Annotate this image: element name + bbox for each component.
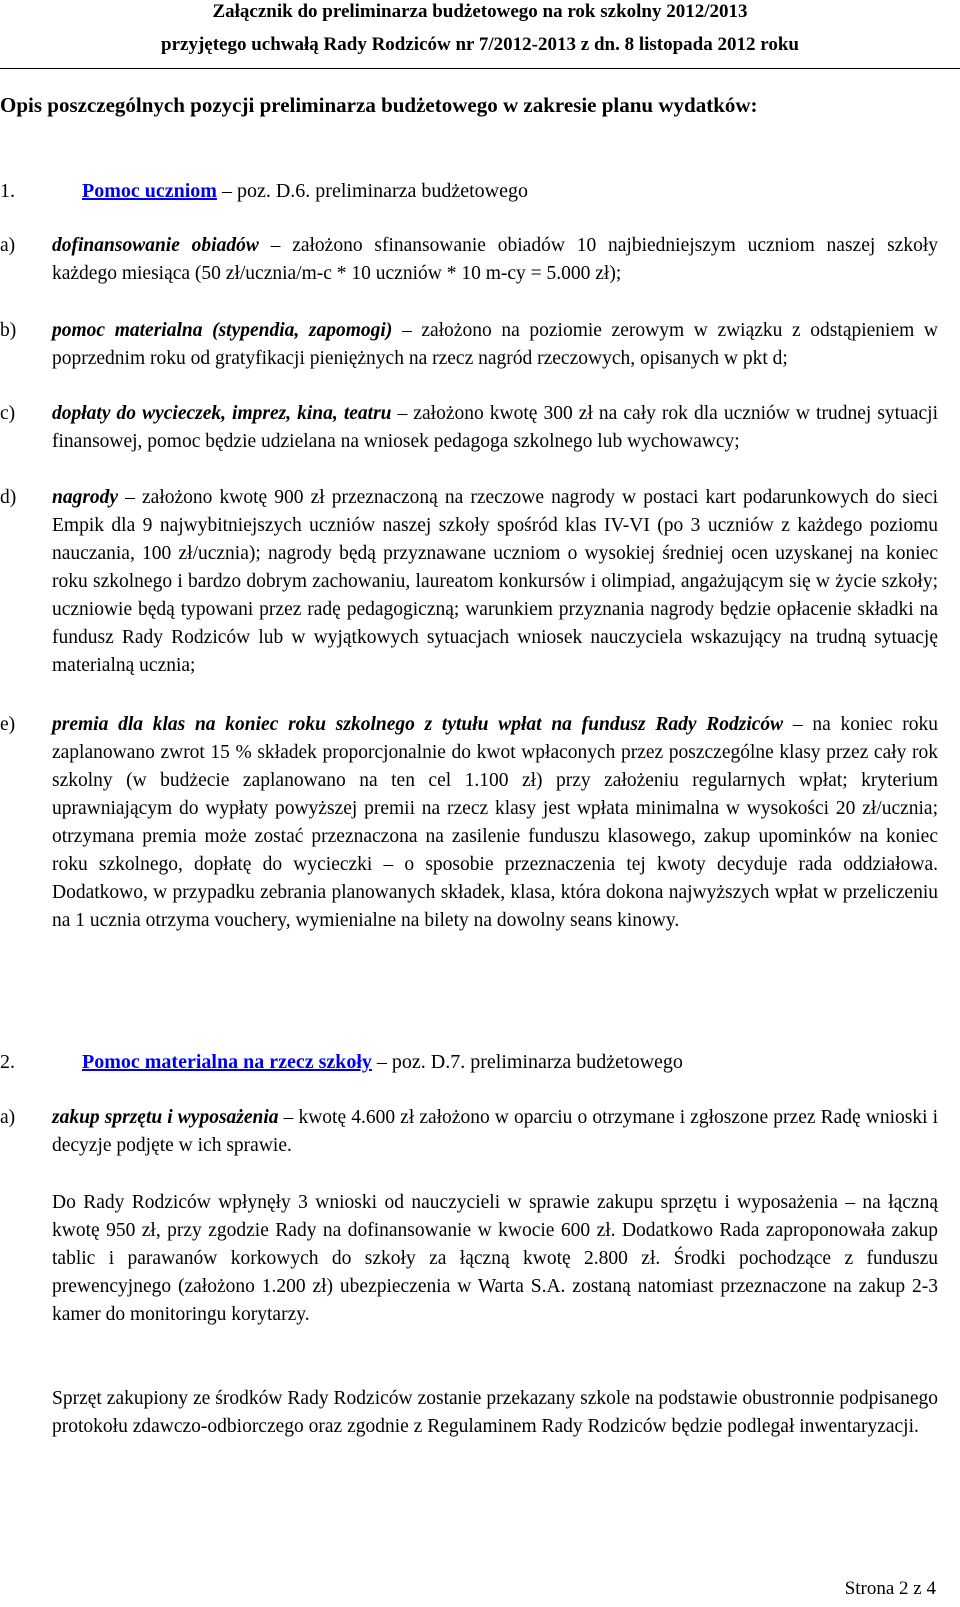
item-text	[52, 1104, 938, 1160]
paragraph-inventory: Sprzęt zakupiony ze środków Rady Rodziców zostanie przekazany szkole na podstawie obustronnie podpisanego protokołu zdawczo-odbiorczego oraz zgodnie z Regulaminem Rady Rodziców będzie podlegał inwentaryzacji.	[52, 1388, 938, 1437]
header-line-1: Załącznik do preliminarza budżetowego na rok szkolny 2012/2013	[212, 1, 748, 22]
item-description: – założono sfinansowanie obiadów 10 najbiedniejszym uczniom naszej szkoły każdego miesiąca (50 zł/uczniа/m-c * 10 uczniów * 10 m-cy = 5.000 zł);	[52, 235, 938, 284]
item-label: a)	[0, 235, 16, 256]
section-1-body	[82, 178, 528, 204]
item-description: – założono kwotę 900 zł przeznaczoną na rzeczowe nagrody w postaci kart podarunkowych do sieci Empik dla 9 najwybitniejszych uczniów naszej szkoły spośród klas IV-VI (po 3 uczniów z każdego poziomu nauczania, 100 zł/ucznia); nagrody będą przyznawane uczniom o wysokiej średniej ocen uzyskanej na koniec roku szkolnego i bardzo dobrym zachowaniu, laureatom konkursów i olimpiad, angażującym się w życie szkoły; uczniowie będą typowani przez radę pedagogiczną; warunkiem przyznania nagrody będzie opłacenie składki na fundusz Rady Rodziców lub w wyjątkowych sytuacjach wniosek nauczyciela wskazujący na trudną sytuację materialną ucznia;	[52, 487, 938, 676]
paragraph-requests: Do Rady Rodziców wpłynęły 3 wnioski od nauczycieli w sprawie zakupu sprzętu i wyposażenia – na łączną kwotę 950 zł, przy zgodzie Rady na dofinansowanie w kwocie 600 zł. Dodatkowo Rada zaproponowała zakup tablic i parawanów korkowych do szkoły za łączną kwotę 2.800 zł. Środki pochodzące z funduszu prewencyjnego (założono 1.200 zł) ubezpieczenia w Warta S.A. zostaną natomiast przeznaczone na zakup 2-3 kamer do monitoringu korytarzy.	[52, 1192, 938, 1325]
list-item-1c	[0, 400, 960, 456]
section-2-number: 2.	[0, 1051, 15, 1073]
item-description: – założono na poziomie zerowym w związku z odstąpieniem w poprzednim roku od gratyfikacji pieniężnych na rzecz nagród rzeczowych, opisanych w pkt d;	[52, 320, 938, 369]
section-2-body	[82, 1049, 683, 1075]
list-item-1d	[0, 484, 960, 680]
item-keyword: dopłaty do wycieczek, imprez, kina, teatru	[52, 403, 392, 424]
item-text	[52, 484, 938, 680]
item-label: c)	[0, 403, 16, 424]
list-item-2a	[0, 1104, 960, 1160]
item-keyword: premia dla klas na koniec roku szkolnego z tytułu wpłat na fundusz Rady Rodziców	[52, 714, 784, 735]
list-item-1e	[0, 711, 960, 935]
item-description: – na koniec roku zaplanowano zwrot 15 % składek proporcjonalnie do kwot wpłaconych przez poszczególne klasy przez cały rok szkolny (w budżecie zaplanowano na ten cel 1.100 zł) przy założeniu regularnych wpłat; kryterium uprawniającym do wypłaty powyższej premii na rzecz klasy jest wpłata minimalna w wysokości 20 zł/ucznia; otrzymana premia może zostać przeznaczona na zasilenie funduszu klasowego, zakup upominków na koniec roku szkolnego, dopłatę do wycieczki – o sposobie przeznaczenia tej kwoty decyduje rada oddziałowa. Dodatkowo, w przypadku zebrania planowanych składek, klasa, która dokona najwyższych wpłat w przeliczeniu na 1 ucznia otrzyma vouchery, wymienialne na bilety na dowolny seans kinowy.	[52, 714, 938, 931]
section-1-link[interactable]: Pomoc uczniom	[82, 180, 217, 202]
item-label: d)	[0, 487, 17, 508]
item-text	[52, 711, 938, 935]
header-line-2: przyjętego uchwałą Rady Rodziców nr 7/2012-2013 z dn. 8 listopada 2012 roku	[161, 34, 799, 55]
item-keyword: dofinansowanie obiadów	[52, 235, 259, 256]
list-item-1b	[0, 317, 960, 373]
item-label: b)	[0, 320, 17, 341]
header-divider	[0, 68, 960, 69]
item-label: a)	[0, 1107, 16, 1128]
item-label: e)	[0, 714, 16, 735]
list-item-1a	[0, 232, 960, 288]
item-text	[52, 400, 938, 456]
item-keyword: pomoc materialna (stypendia, zapomogi)	[52, 320, 393, 341]
item-text	[52, 317, 938, 373]
section-1-rest: – poz. D.6. preliminarza budżetowego	[216, 180, 528, 202]
item-keyword: nagrody	[52, 487, 119, 508]
section-2-link[interactable]: Pomoc materialna na rzecz szkoły	[82, 1051, 372, 1073]
section-2-rest: – poz. D.7. preliminarza budżetowego	[371, 1051, 683, 1073]
item-description: – kwotę 4.600 zł założono w oparciu o otrzymane i zgłoszone przez Radę wnioski i decyzje podjęte w ich sprawie.	[52, 1107, 938, 1156]
item-keyword: zakup sprzętu i wyposażenia	[52, 1107, 279, 1128]
page-number: Strona 2 z 4	[844, 1578, 936, 1599]
item-description: – założono kwotę 300 zł na cały rok dla uczniów w trudnej sytuacji finansowej, pomoc będzie udzielana na wniosek pedagoga szkolnego lub wychowawcy;	[52, 403, 938, 452]
item-text	[52, 232, 938, 288]
page-title: Opis poszczególnych pozycji preliminarza budżetowego w zakresie planu wydatków:	[0, 93, 758, 117]
section-1-number: 1.	[0, 180, 15, 202]
